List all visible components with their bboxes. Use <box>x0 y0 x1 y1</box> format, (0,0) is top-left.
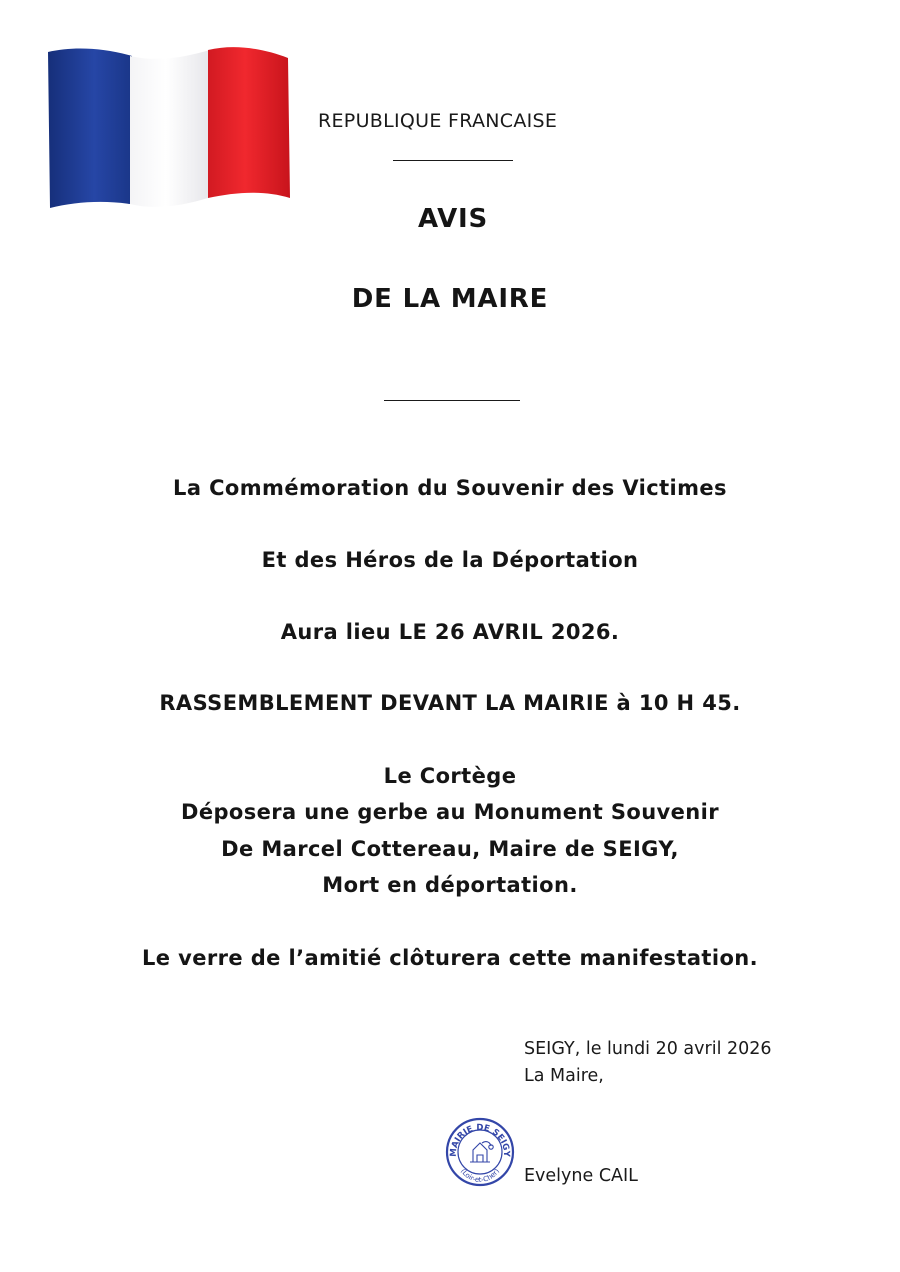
flag-blue-band <box>48 49 132 208</box>
event-date-line: Aura lieu LE 26 AVRIL 2026. <box>280 620 620 644</box>
french-flag-icon <box>44 44 296 216</box>
flag-red-band <box>208 47 290 198</box>
stamp-top-text: MAIRIE DE SEIGY <box>448 1122 512 1158</box>
republique-francaise-label: REPUBLIQUE FRANCAISE <box>318 110 558 132</box>
gathering-time-line: RASSEMBLEMENT DEVANT LA MAIRIE à 10 H 45. <box>159 691 741 715</box>
mairie-stamp-icon <box>444 1116 516 1188</box>
signature-name: Evelyne CAIL <box>524 1166 638 1186</box>
title-de-la-maire: DE LA MAIRE <box>351 284 549 314</box>
signature-place-date: SEIGY, le lundi 20 avril 2026 <box>524 1039 772 1059</box>
body-line: La Commémoration du Souvenir des Victimes <box>173 476 727 500</box>
body-line: Déposera une gerbe au Monument Souvenir <box>180 800 719 824</box>
divider <box>393 160 513 161</box>
body-line: De Marcel Cottereau, Maire de SEIGY, <box>221 837 679 861</box>
signature-title: La Maire, <box>524 1066 604 1086</box>
body-line: Le Cortège <box>383 764 517 788</box>
divider <box>384 400 520 401</box>
title-avis: AVIS <box>417 204 489 234</box>
stamp-bottom-text: (Loir-et-Cher) <box>459 1167 501 1185</box>
closing-line: Le verre de l’amitié clôturera cette manifestation. <box>141 946 759 970</box>
body-line: Et des Héros de la Déportation <box>261 548 639 572</box>
body-line: Mort en déportation. <box>322 873 578 897</box>
flag-white-band <box>130 50 210 207</box>
stamp-emblem <box>470 1142 493 1162</box>
